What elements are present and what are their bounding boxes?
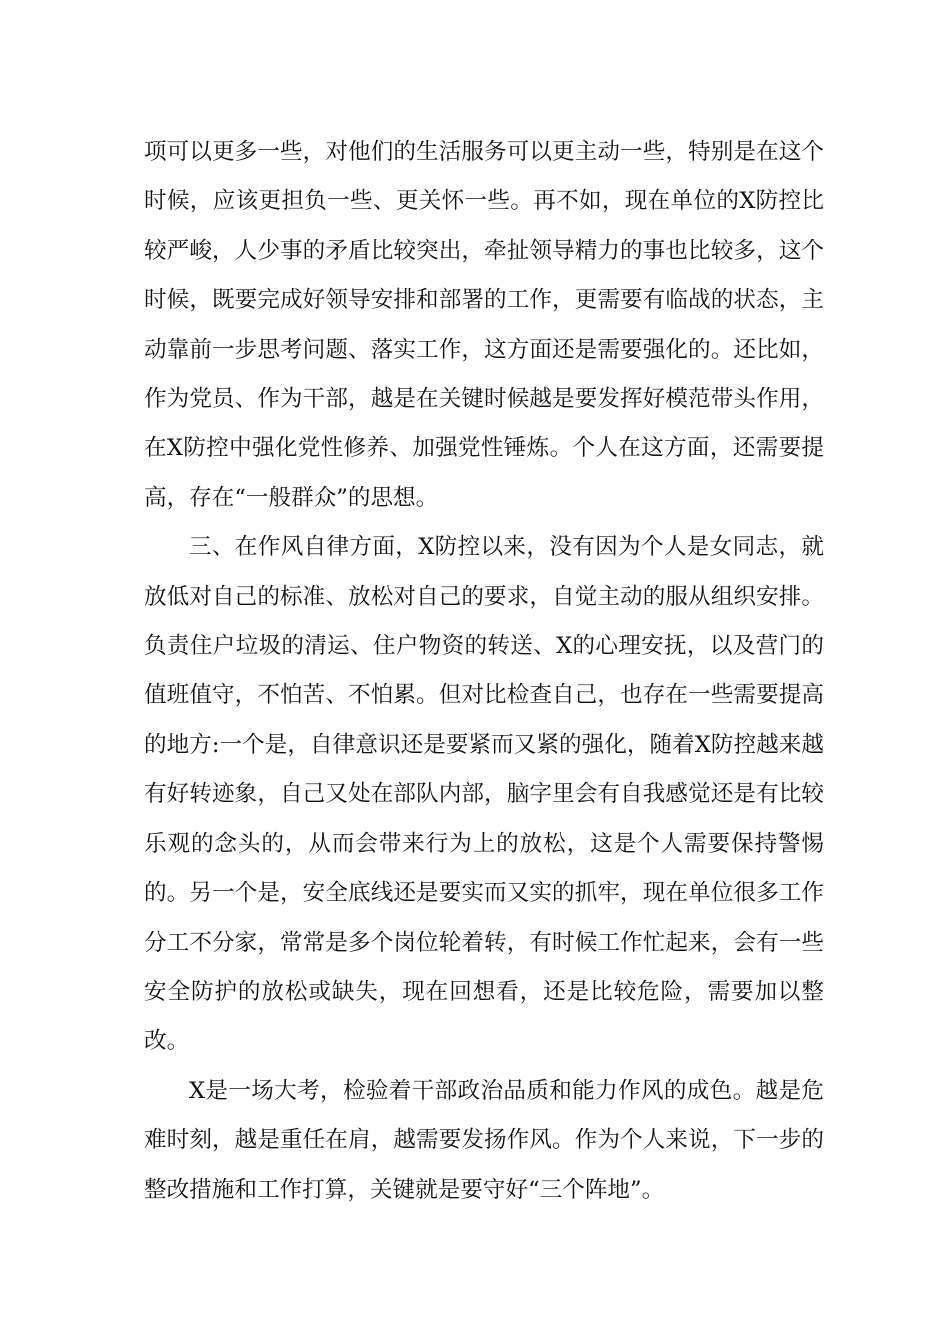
- paragraph-continuation: 项可以更多一些，对他们的生活服务可以更主动一些，特别是在这个时候，应该更担负一些、更关怀一些。再不如，现在单位的X防控比较严峻，人少事的矛盾比较突出，牵扯领导精力的事也比较多，这个时候，既要完成好领导安排和部署的工作，更需要有临战的状态，主动靠前一步思考问题、落实工作，这方面还是需要强化的。还比如，作为党员、作为干部，越是在关键时候越是要发挥好模范带头作用，在X防控中强化党性修养、加强党性锤炼。个人在这方面，还需要提高，存在“一般群众”的思想。: [144, 139, 824, 511]
- paragraph-conduct-discipline: 三、在作风自律方面，X防控以来，没有因为个人是女同志，就放低对自己的标准、放松对自己的要求，自觉主动的服从组织安排。负责住户垃圾的清运、住户物资的转送、X的心理安抚，以及营门的值班值守，不怕苦、不怕累。但对比检查自己，也存在一些需要提高的地方:一个是，自律意识还是要紧而又紧的强化，随着X防控越来越有好转迹象，自己又处在部队内部，脑字里会有自我感觉还是有比较乐观的念头的，从而会带来行为上的放松，这是个人需要保持警惕的。另一个是，安全底线还是要实而又实的抓牢，现在单位很多工作分工不分家，常常是多个岗位轮着转，有时候工作忙起来，会有一些安全防护的放松或缺失，现在回想看，还是比较危险，需要加以整改。: [144, 534, 824, 1055]
- paragraph-rectification-plan: X是一场大考，检验着干部政治品质和能力作风的成色。越是危难时刻，越是重任在肩，越需要发扬作风。作为个人来说，下一步的整改措施和工作打算，关键就是要守好“三个阵地”。: [144, 1077, 824, 1203]
- document-body: [144, 128, 824, 1215]
